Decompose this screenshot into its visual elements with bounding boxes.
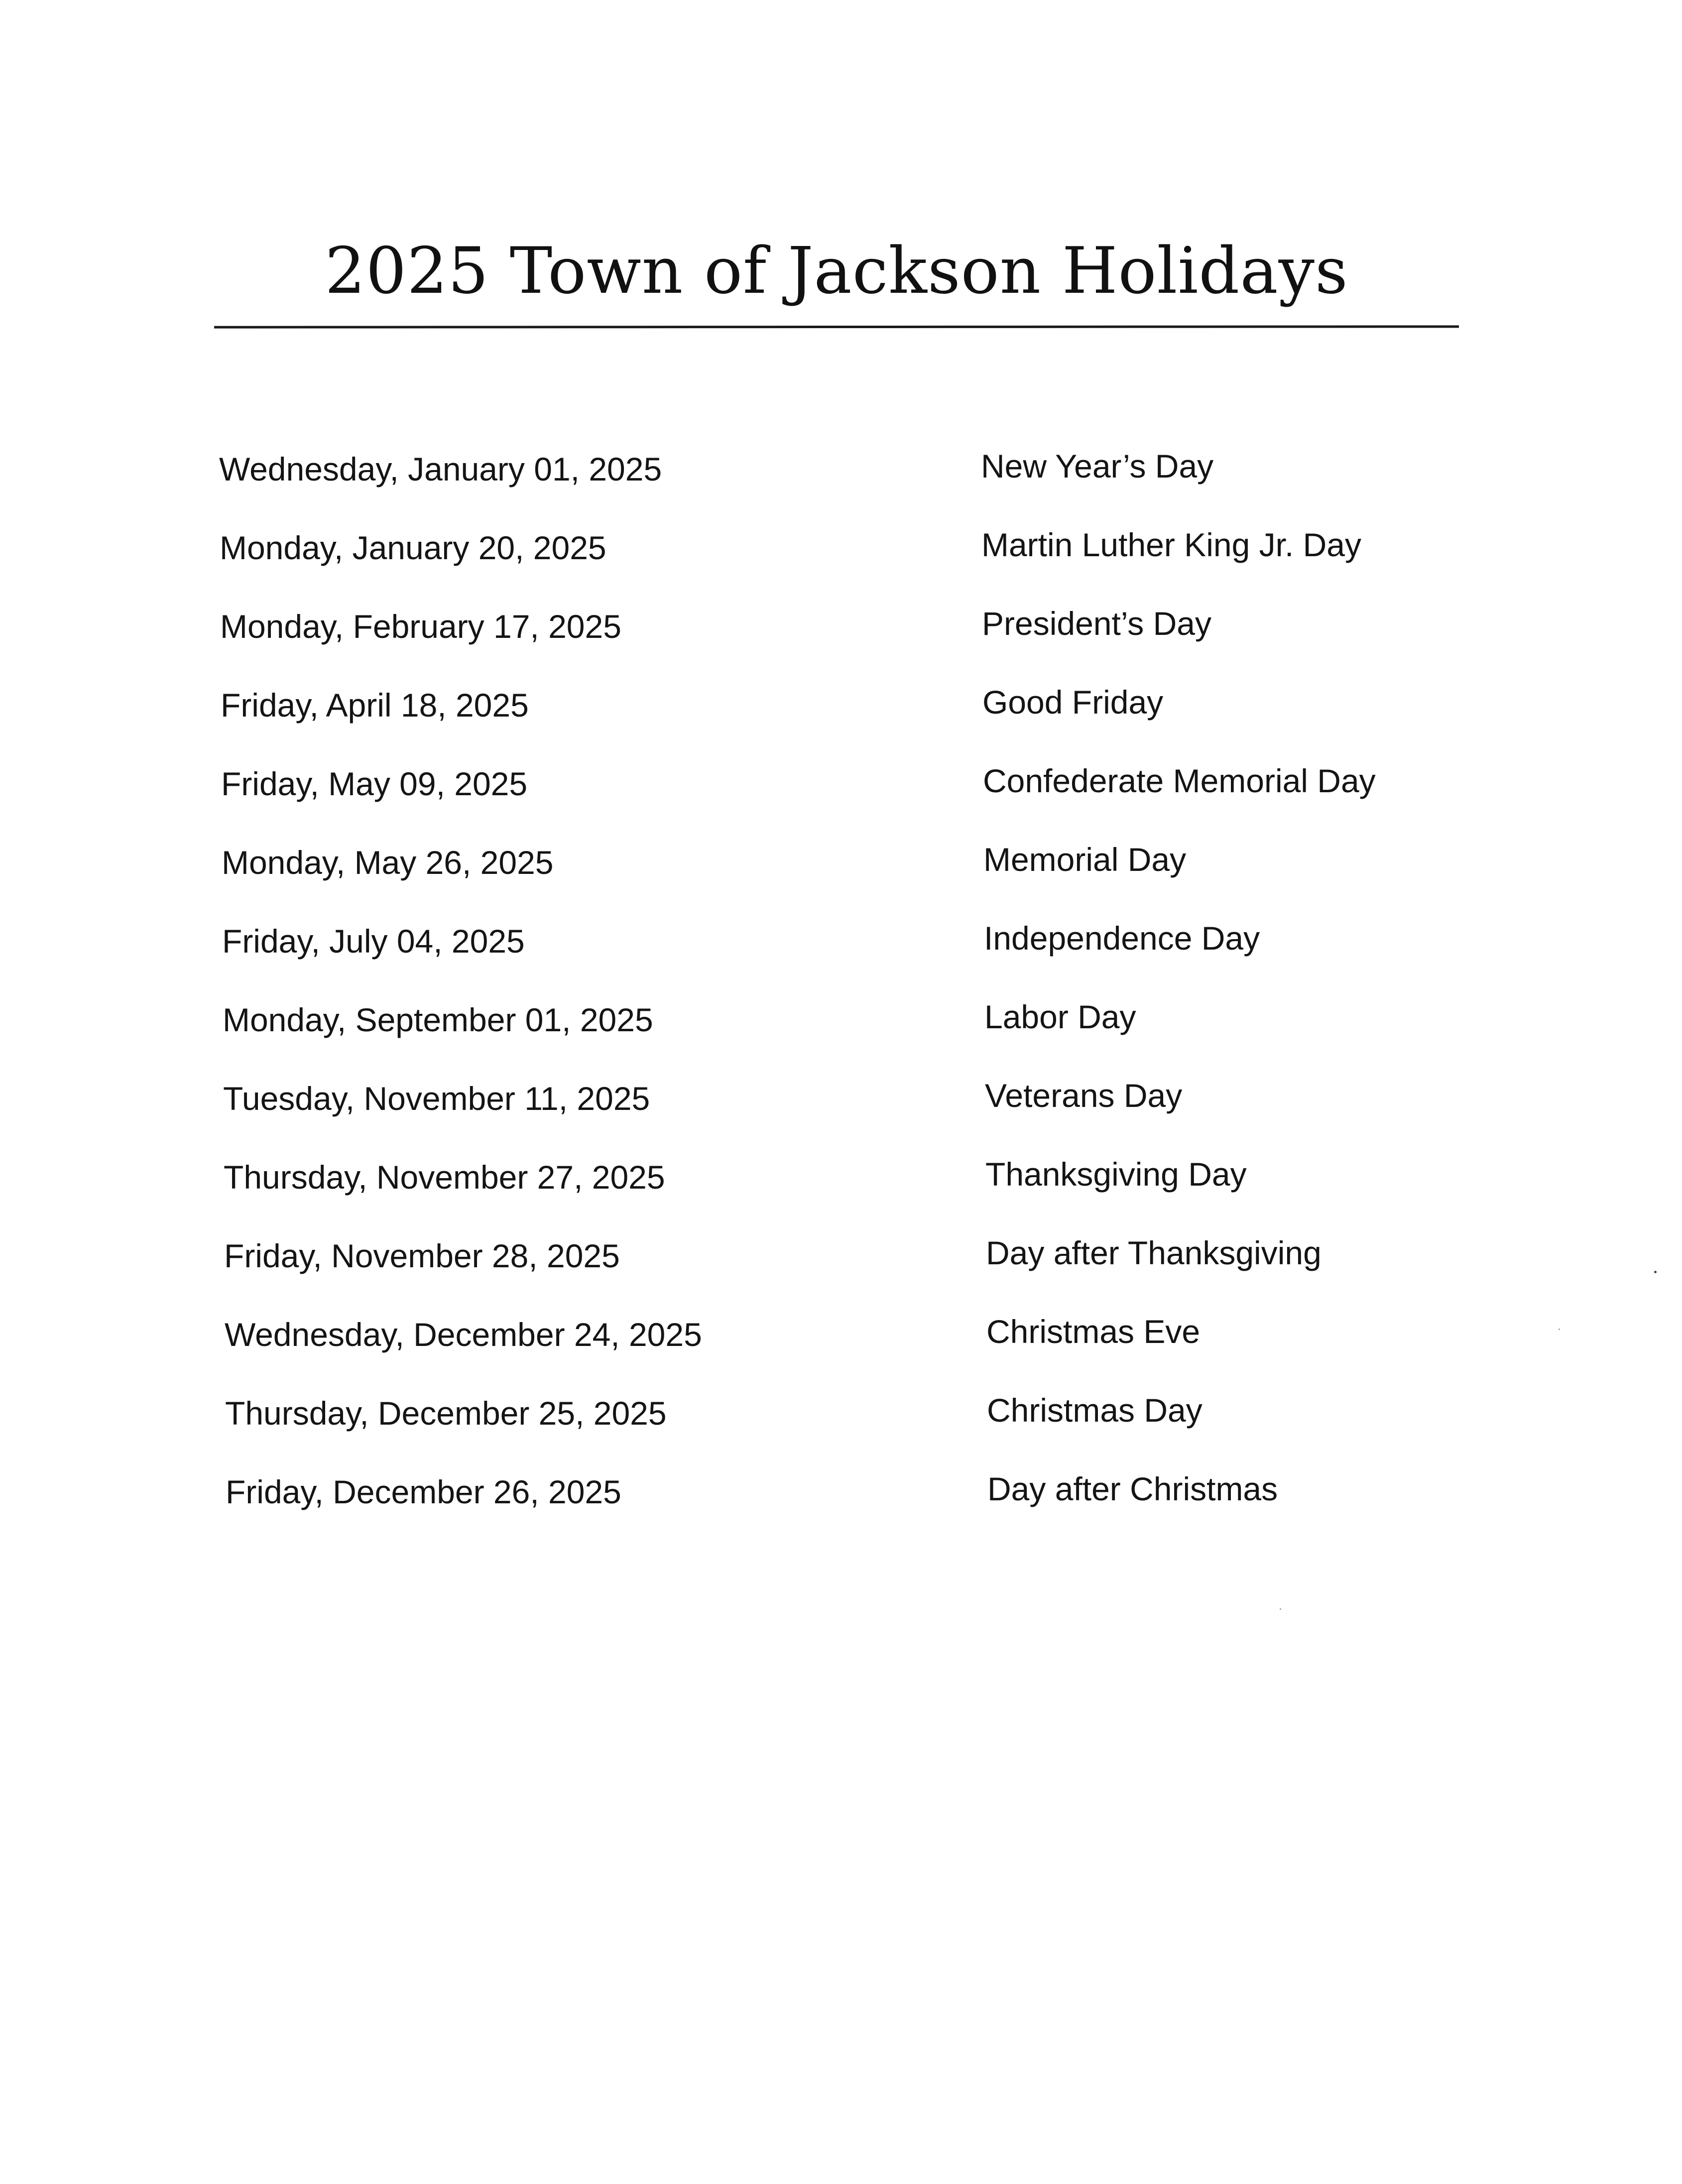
holiday-date: Friday, November 28, 2025 (224, 1237, 620, 1274)
holiday-date: Thursday, December 25, 2025 (225, 1395, 667, 1432)
holiday-name: Thanksgiving Day (985, 1156, 1247, 1193)
holiday-name: Veterans Day (985, 1077, 1183, 1114)
holiday-date: Friday, July 04, 2025 (222, 923, 525, 960)
scan-speck (1654, 1271, 1657, 1273)
holiday-date: Tuesday, November 11, 2025 (223, 1080, 650, 1117)
holiday-name: Martin Luther King Jr. Day (981, 526, 1361, 563)
holiday-name: Day after Thanksgiving (986, 1234, 1322, 1271)
holiday-row (225, 1310, 1682, 1359)
holiday-date: Wednesday, December 24, 2025 (225, 1316, 702, 1353)
holiday-name: Good Friday (982, 684, 1164, 721)
holiday-row (224, 1231, 1682, 1281)
holiday-date: Wednesday, January 01, 2025 (219, 451, 662, 487)
holiday-row (223, 1074, 1682, 1123)
holiday-date: Friday, December 26, 2025 (226, 1473, 621, 1510)
holiday-date: Friday, May 09, 2025 (221, 765, 528, 802)
holiday-name: New Year’s Day (981, 448, 1214, 485)
holiday-name: Independence Day (984, 920, 1260, 957)
holiday-name: Confederate Memorial Day (983, 762, 1376, 799)
holiday-date: Monday, May 26, 2025 (222, 844, 554, 881)
holiday-name: Memorial Day (983, 841, 1187, 878)
page-title: 2025 Town of Jackson Holidays (325, 234, 1348, 308)
holiday-date: Monday, February 17, 2025 (220, 608, 621, 645)
holiday-name: Day after Christmas (987, 1470, 1278, 1507)
holiday-row (221, 759, 1682, 809)
holiday-row (219, 444, 1682, 494)
holiday-name: President’s Day (982, 605, 1212, 642)
holiday-row (226, 1467, 1682, 1517)
holiday-date: Thursday, November 27, 2025 (224, 1159, 665, 1196)
holiday-row (220, 602, 1682, 651)
scan-speck (1559, 1329, 1560, 1330)
holiday-name: Christmas Day (987, 1392, 1202, 1429)
holiday-row (222, 838, 1682, 887)
holiday-name: Labor Day (984, 998, 1136, 1035)
holiday-row (220, 523, 1682, 573)
scan-speck (1280, 1608, 1281, 1610)
holiday-date: Monday, September 01, 2025 (223, 1001, 653, 1038)
holiday-name: Christmas Eve (986, 1313, 1201, 1350)
holiday-row (223, 995, 1682, 1045)
holiday-date: Monday, January 20, 2025 (220, 529, 606, 566)
holiday-row (221, 680, 1682, 730)
holiday-row (222, 916, 1682, 966)
holiday-row (225, 1388, 1682, 1438)
holiday-date: Friday, April 18, 2025 (221, 687, 529, 724)
holiday-row (224, 1152, 1682, 1202)
